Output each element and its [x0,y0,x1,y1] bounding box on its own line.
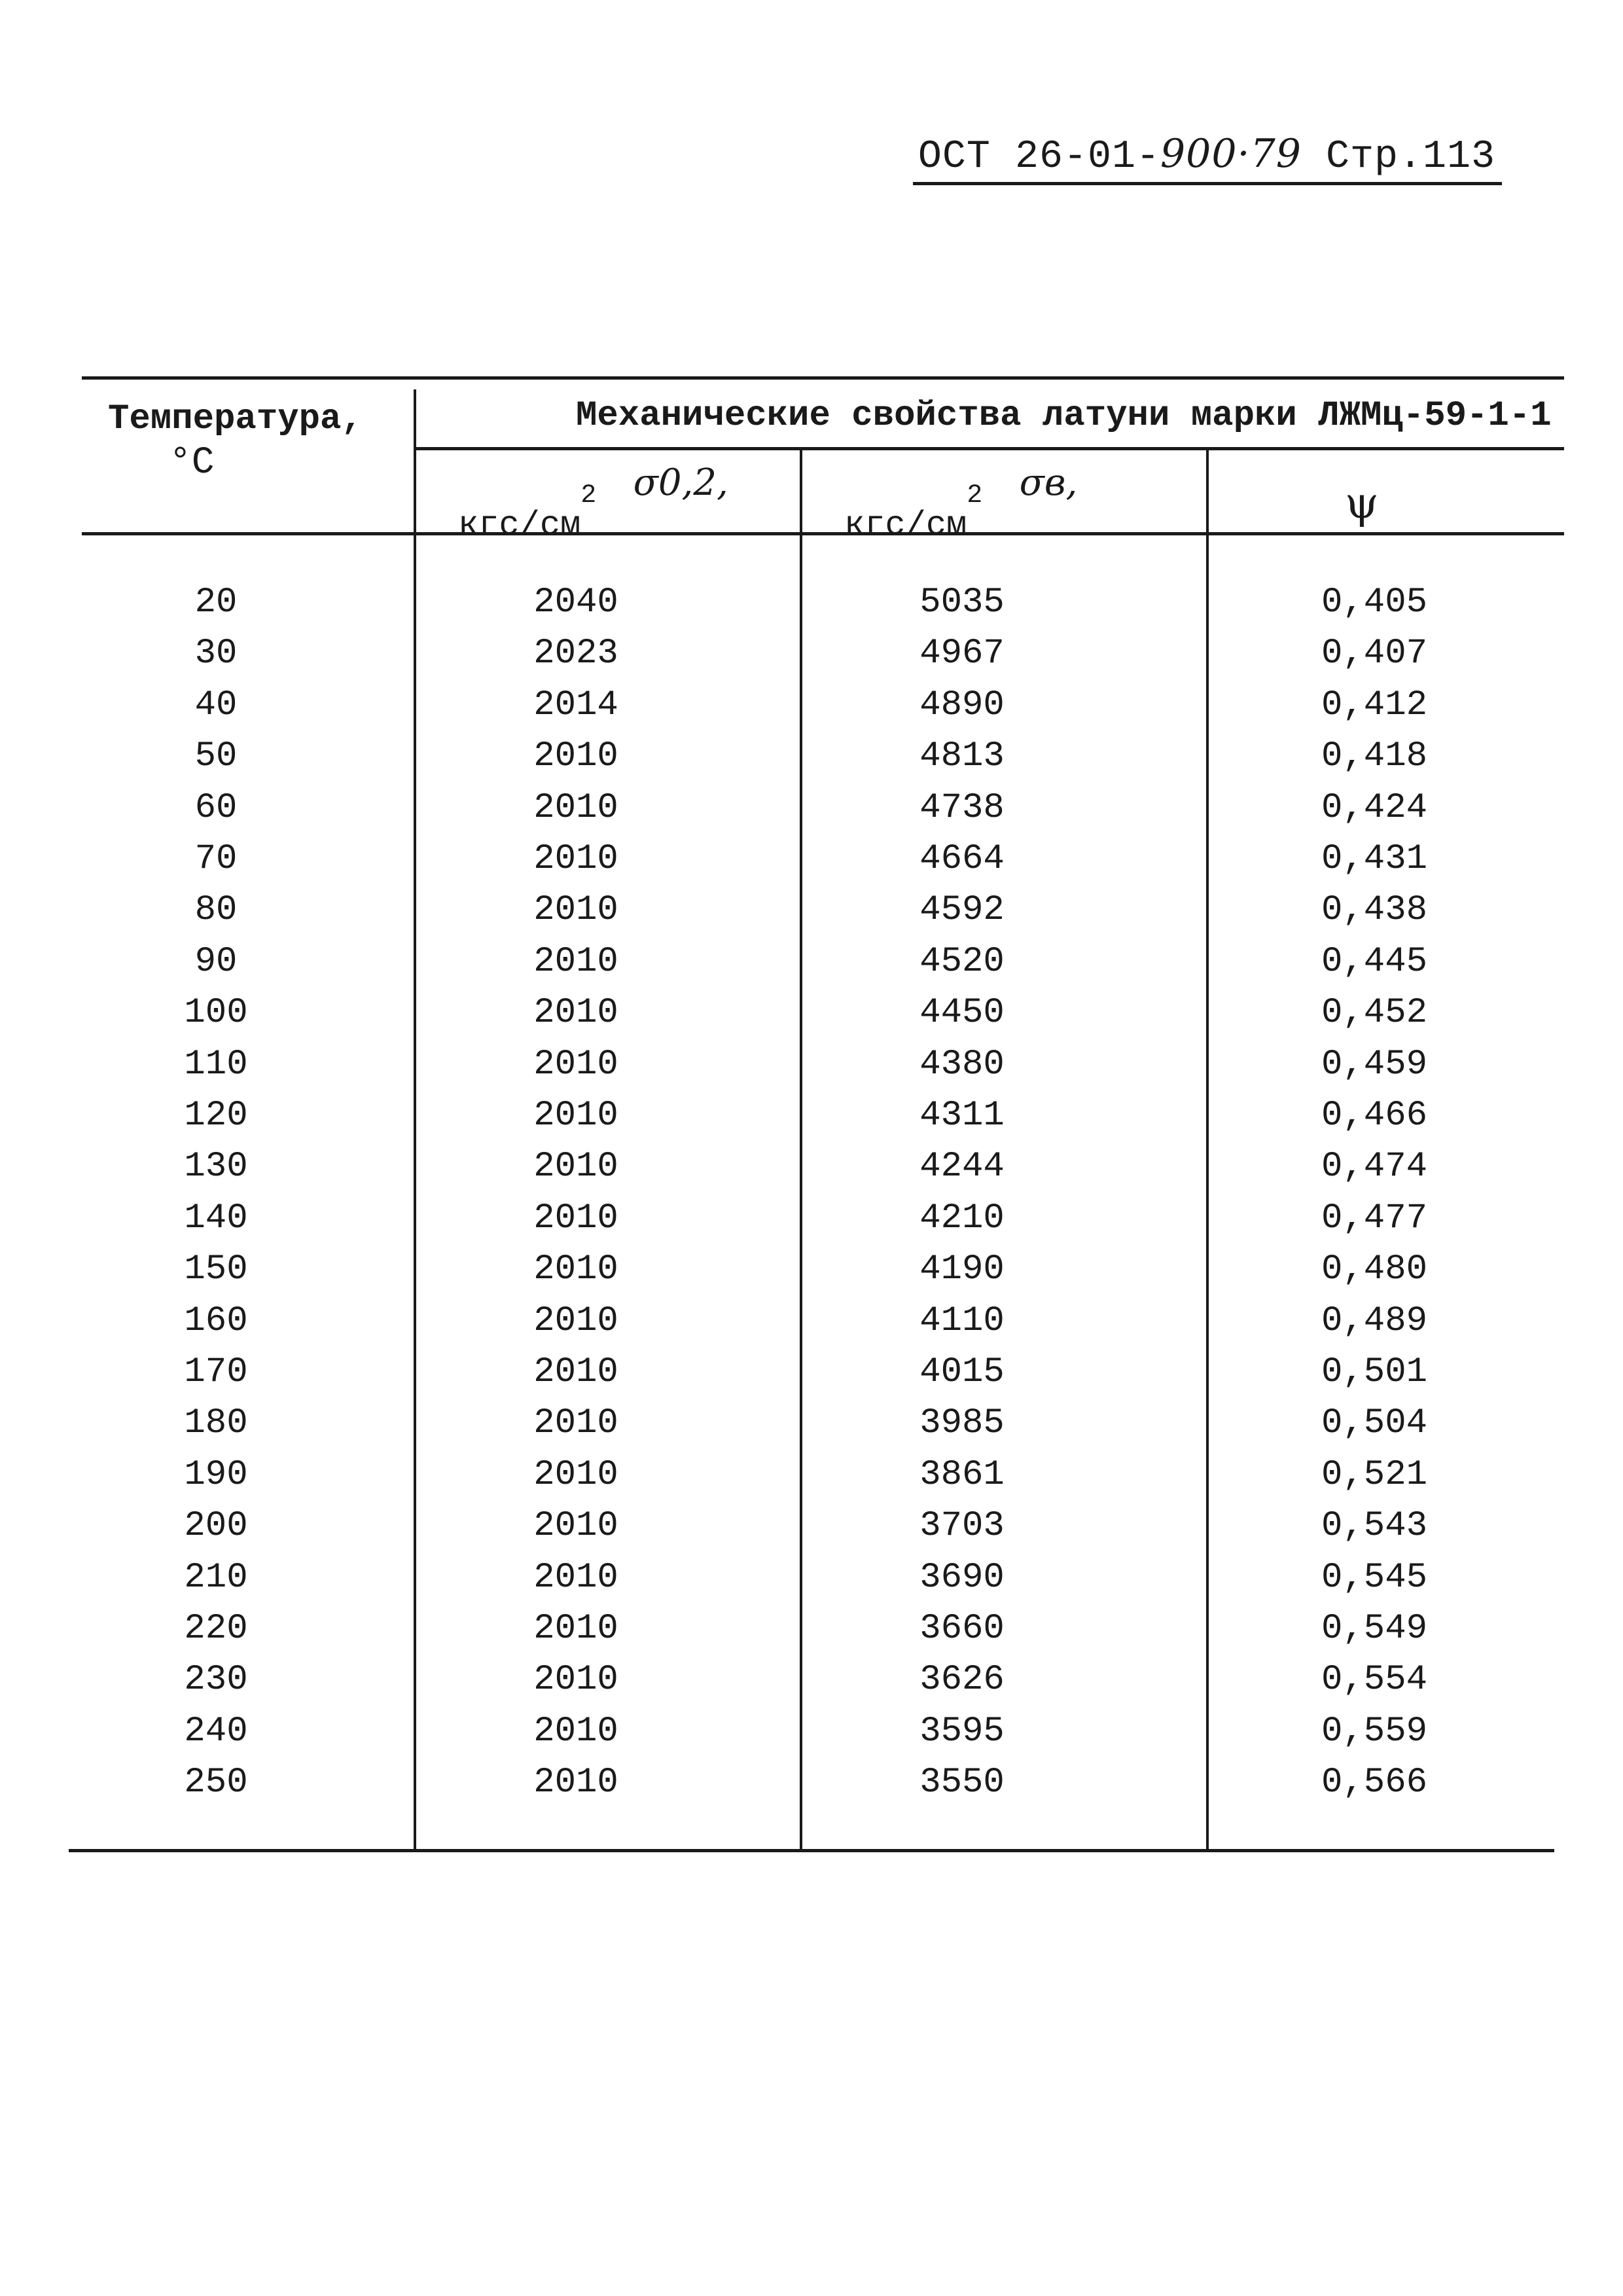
cell-sigma02: 2010 [533,1249,618,1289]
sigmab-unit-power: 2 [967,481,983,511]
cell-sigmab: 4210 [919,1198,1005,1238]
doc-number-handwritten: 900·79 [1160,131,1302,177]
sigma02-unit-power: 2 [580,481,597,511]
cell-psi: 0,566 [1321,1763,1428,1803]
cell-temperature: 80 [194,890,238,930]
cell-psi: 0,480 [1321,1249,1428,1289]
cell-sigma02: 2010 [533,1660,618,1700]
cell-psi: 0,549 [1321,1609,1428,1649]
header-bottom-rule [82,532,1564,535]
cell-sigmab: 4890 [919,685,1005,725]
cell-sigmab: 4015 [919,1352,1005,1392]
cell-psi: 0,438 [1321,890,1428,930]
cell-temperature: 200 [184,1506,248,1546]
cell-sigma02: 2010 [533,1147,618,1187]
cell-temperature: 210 [184,1558,248,1598]
cell-sigma02: 2010 [533,1045,618,1085]
cell-sigma02: 2010 [533,1403,618,1443]
cell-sigma02: 2010 [533,1609,618,1649]
cell-temperature: 230 [184,1660,248,1700]
table-bottom-rule [69,1849,1554,1852]
doc-code: ОСТ 26-01- [918,135,1160,179]
cell-psi: 0,466 [1321,1096,1428,1136]
cell-temperature: 180 [184,1403,248,1443]
cell-sigma02: 2010 [533,839,618,879]
cell-sigmab: 3660 [919,1609,1005,1649]
cell-temperature: 160 [184,1301,248,1341]
cell-sigmab: 4520 [919,942,1005,982]
cell-psi: 0,412 [1321,685,1428,725]
sigma02-unit: кгс/см [458,506,581,545]
cell-psi: 0,543 [1321,1506,1428,1546]
cell-temperature: 250 [184,1763,248,1803]
cell-temperature: 220 [184,1609,248,1649]
cell-temperature: 60 [194,788,238,828]
header-psi: ψ [1345,478,1379,528]
sigmab-unit: кгс/см [844,506,967,545]
cell-sigmab: 4664 [919,839,1005,879]
cell-temperature: 130 [184,1147,248,1187]
cell-temperature: 50 [194,736,238,776]
cell-temperature: 240 [184,1712,248,1751]
cell-sigmab: 3550 [919,1763,1005,1803]
cell-sigma02: 2010 [533,1455,618,1495]
cell-sigmab: 4311 [919,1096,1005,1136]
cell-psi: 0,459 [1321,1045,1428,1085]
cell-psi: 0,545 [1321,1558,1428,1598]
cell-sigmab: 4380 [919,1045,1005,1085]
cell-temperature: 120 [184,1096,248,1136]
cell-sigma02: 2010 [533,1301,618,1341]
header-sigmab [844,461,1078,545]
cell-sigmab: 5035 [919,583,1005,622]
cell-sigmab: 4190 [919,1249,1005,1289]
col-divider-3 [1206,447,1209,1851]
cell-psi: 0,418 [1321,736,1428,776]
cell-temperature: 90 [194,942,238,982]
cell-sigmab: 3690 [919,1558,1005,1598]
cell-psi: 0,501 [1321,1352,1428,1392]
cell-psi: 0,489 [1321,1301,1428,1341]
page-label: Стр.113 [1325,135,1495,179]
cell-temperature: 150 [184,1249,248,1289]
cell-temperature: 20 [194,583,238,622]
cell-temperature: 140 [184,1198,248,1238]
cell-temperature: 70 [194,839,238,879]
cell-sigmab: 4592 [919,890,1005,930]
cell-temperature: 110 [184,1045,248,1085]
cell-psi: 0,431 [1321,839,1428,879]
header-temperature-unit: °C [169,442,215,484]
cell-psi: 0,521 [1321,1455,1428,1495]
cell-sigmab: 3703 [919,1506,1005,1546]
header-sigma02 [458,461,728,545]
col-divider-1 [414,389,416,1851]
cell-psi: 0,504 [1321,1403,1428,1443]
cell-psi: 0,554 [1321,1660,1428,1700]
cell-sigma02: 2010 [533,1506,618,1546]
cell-sigma02: 2010 [533,942,618,982]
cell-sigma02: 2010 [533,993,618,1033]
cell-sigma02: 2014 [533,685,618,725]
cell-temperature: 100 [184,993,248,1033]
cell-temperature: 190 [184,1455,248,1495]
cell-temperature: 170 [184,1352,248,1392]
cell-sigma02: 2023 [533,634,618,673]
cell-psi: 0,407 [1321,634,1428,673]
cell-psi: 0,474 [1321,1147,1428,1187]
cell-sigma02: 2010 [533,1712,618,1751]
cell-sigmab: 3595 [919,1712,1005,1751]
cell-sigmab: 4967 [919,634,1005,673]
header-group-title: Механические свойства латуни марки ЛЖМц-59-1-1 [576,396,1552,436]
cell-psi: 0,405 [1321,583,1428,622]
cell-sigma02: 2040 [533,583,618,622]
cell-temperature: 40 [194,685,238,725]
cell-sigma02: 2010 [533,1096,618,1136]
cell-sigmab: 4813 [919,736,1005,776]
cell-sigmab: 3626 [919,1660,1005,1700]
table-top-rule [82,376,1564,380]
cell-sigmab: 4110 [919,1301,1005,1341]
cell-sigma02: 2010 [533,1352,618,1392]
cell-sigmab: 3985 [919,1403,1005,1443]
cell-psi: 0,477 [1321,1198,1428,1238]
cell-sigmab: 4450 [919,993,1005,1033]
cell-psi: 0,424 [1321,788,1428,828]
cell-psi: 0,445 [1321,942,1428,982]
cell-temperature: 30 [194,634,238,673]
cell-sigma02: 2010 [533,890,618,930]
cell-sigma02: 2010 [533,1198,618,1238]
group-header-rule [416,447,1564,450]
cell-psi: 0,559 [1321,1712,1428,1751]
cell-sigmab: 4244 [919,1147,1005,1187]
sigmab-symbol: σв, [1019,461,1078,504]
cell-sigma02: 2010 [533,1558,618,1598]
cell-sigma02: 2010 [533,788,618,828]
sigma02-symbol: σ0,2, [633,461,728,504]
cell-sigma02: 2010 [533,1763,618,1803]
cell-psi: 0,452 [1321,993,1428,1033]
cell-sigma02: 2010 [533,736,618,776]
col-divider-2 [800,447,802,1851]
cell-sigmab: 3861 [919,1455,1005,1495]
header-temperature: Температура, [108,399,363,439]
cell-sigmab: 4738 [919,788,1005,828]
